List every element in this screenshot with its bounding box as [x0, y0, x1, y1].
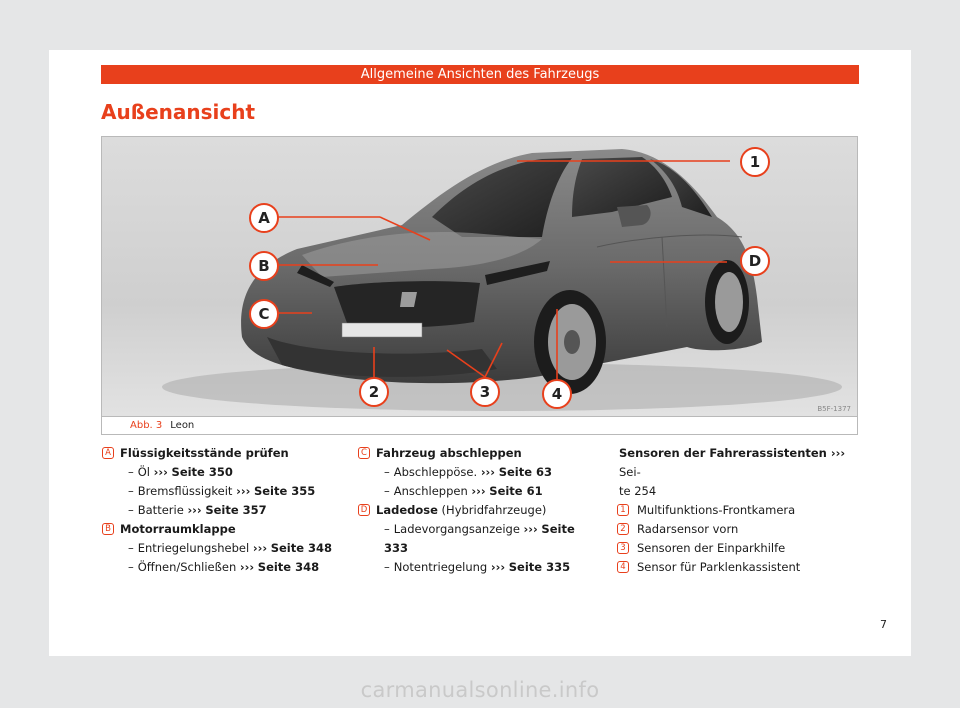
badge-d: D [358, 504, 370, 516]
page-number: 7 [880, 618, 887, 631]
chevron-icon: ››› [830, 446, 846, 460]
chapter-title: Allgemeine Ansichten des Fahrzeugs [360, 67, 600, 82]
badge-4: 4 [617, 561, 629, 573]
figure-caption [102, 416, 857, 434]
list-item[interactable]: – Batterie ››› Seite 357 [128, 503, 267, 517]
list-item: 3 Sensoren der Einparkhilfe [619, 539, 859, 558]
column-2 [360, 444, 600, 577]
page-link[interactable]: Seite 63 [498, 465, 553, 479]
chevron-icon: ››› [480, 465, 496, 479]
figure [101, 136, 858, 435]
callout-label-a: A [258, 209, 270, 227]
list-item[interactable]: – Abschleppöse. ››› Seite 63 [384, 465, 553, 479]
page-link[interactable]: Seite 348 [270, 541, 333, 555]
chevron-icon: ››› [187, 503, 202, 517]
sensor-heading-text: Sensoren der Fahrerassistenten [619, 446, 827, 460]
callout-label-3: 3 [479, 383, 491, 401]
callout-label-4: 4 [551, 385, 563, 403]
list-item[interactable]: – Ladevorgangsanzeige ››› Seite 333 [384, 522, 575, 555]
chevron-icon: ››› [153, 465, 168, 479]
sensor-heading[interactable] [619, 444, 859, 501]
figure-code: B5F-1377 [817, 405, 851, 413]
chevron-icon: ››› [490, 560, 506, 574]
callout-marker-4 [543, 380, 571, 408]
callout-marker-c [250, 300, 278, 328]
page-link[interactable]: Sei- [619, 465, 641, 479]
page-link[interactable]: Seite 357 [205, 503, 267, 517]
list-item: 1 Multifunktions-Frontkamera [619, 501, 859, 520]
page-link[interactable]: Seite 333 [384, 522, 575, 555]
column-1 [104, 444, 334, 577]
list-item[interactable]: – Öffnen/Schließen ››› Seite 348 [128, 560, 320, 574]
figure-caption-label: Abb. 3 [130, 420, 163, 431]
chevron-icon: ››› [252, 541, 268, 555]
entry-title: Ladedose [376, 503, 438, 517]
manual-page [49, 50, 911, 656]
callout-label-2: 2 [368, 383, 380, 401]
chapter-header [101, 65, 859, 84]
column-3 [619, 444, 859, 577]
page-link-continued[interactable]: te 254 [619, 484, 657, 498]
callout-marker-3 [471, 378, 499, 406]
list-item[interactable]: – Bremsflüssigkeit ››› Seite 355 [128, 484, 316, 498]
callout-marker-b [250, 252, 278, 280]
figure-caption-text: Leon [170, 420, 195, 431]
entry-title: Flüssigkeitsstände prüfen [120, 446, 289, 460]
car-photo [102, 137, 857, 416]
chevron-icon: ››› [239, 560, 255, 574]
badge-2: 2 [617, 523, 629, 535]
callout-label-b: B [258, 257, 270, 275]
page-link[interactable]: Seite 350 [171, 465, 233, 479]
entry-c [360, 444, 600, 501]
list-item[interactable]: – Öl ››› Seite 350 [128, 465, 233, 479]
callout-label-c: C [258, 305, 270, 323]
page-link[interactable]: Seite 355 [253, 484, 316, 498]
chevron-icon: ››› [236, 484, 251, 498]
entry-b [104, 520, 334, 577]
list-item[interactable]: – Anschleppen ››› Seite 61 [384, 484, 543, 498]
list-item[interactable]: – Notentriegelung ››› Seite 335 [384, 560, 571, 574]
entry-a [104, 444, 334, 520]
callout-label-d: D [748, 252, 762, 270]
list-item: 2 Radarsensor vorn [619, 520, 859, 539]
callout-marker-d [741, 247, 769, 275]
callout-label-1: 1 [749, 153, 761, 171]
badge-3: 3 [617, 542, 629, 554]
list-item: 4 Sensor für Parklenkassistent [619, 558, 859, 577]
chevron-icon: ››› [523, 522, 538, 536]
callout-marker-a [250, 204, 278, 232]
badge-c: C [358, 447, 370, 459]
list-item[interactable]: – Entriegelungshebel ››› Seite 348 [128, 541, 333, 555]
page-link[interactable]: Seite 348 [257, 560, 320, 574]
badge-b: B [102, 523, 114, 535]
watermark: carmanualsonline.info [360, 678, 600, 702]
entry-title: Fahrzeug abschleppen [376, 446, 522, 460]
entry-title: Motorraumklappe [120, 522, 236, 536]
badge-a: A [102, 447, 114, 459]
badge-1: 1 [617, 504, 629, 516]
callout-marker-2 [360, 378, 388, 406]
entry-note: (Hybridfahrzeuge) [437, 503, 547, 517]
page-link[interactable]: Seite 61 [489, 484, 543, 498]
callout-marker-1 [741, 148, 769, 176]
chevron-icon: ››› [471, 484, 486, 498]
page-link[interactable]: Seite 335 [508, 560, 571, 574]
section-title: Außenansicht [101, 100, 256, 124]
entry-d [360, 501, 600, 577]
